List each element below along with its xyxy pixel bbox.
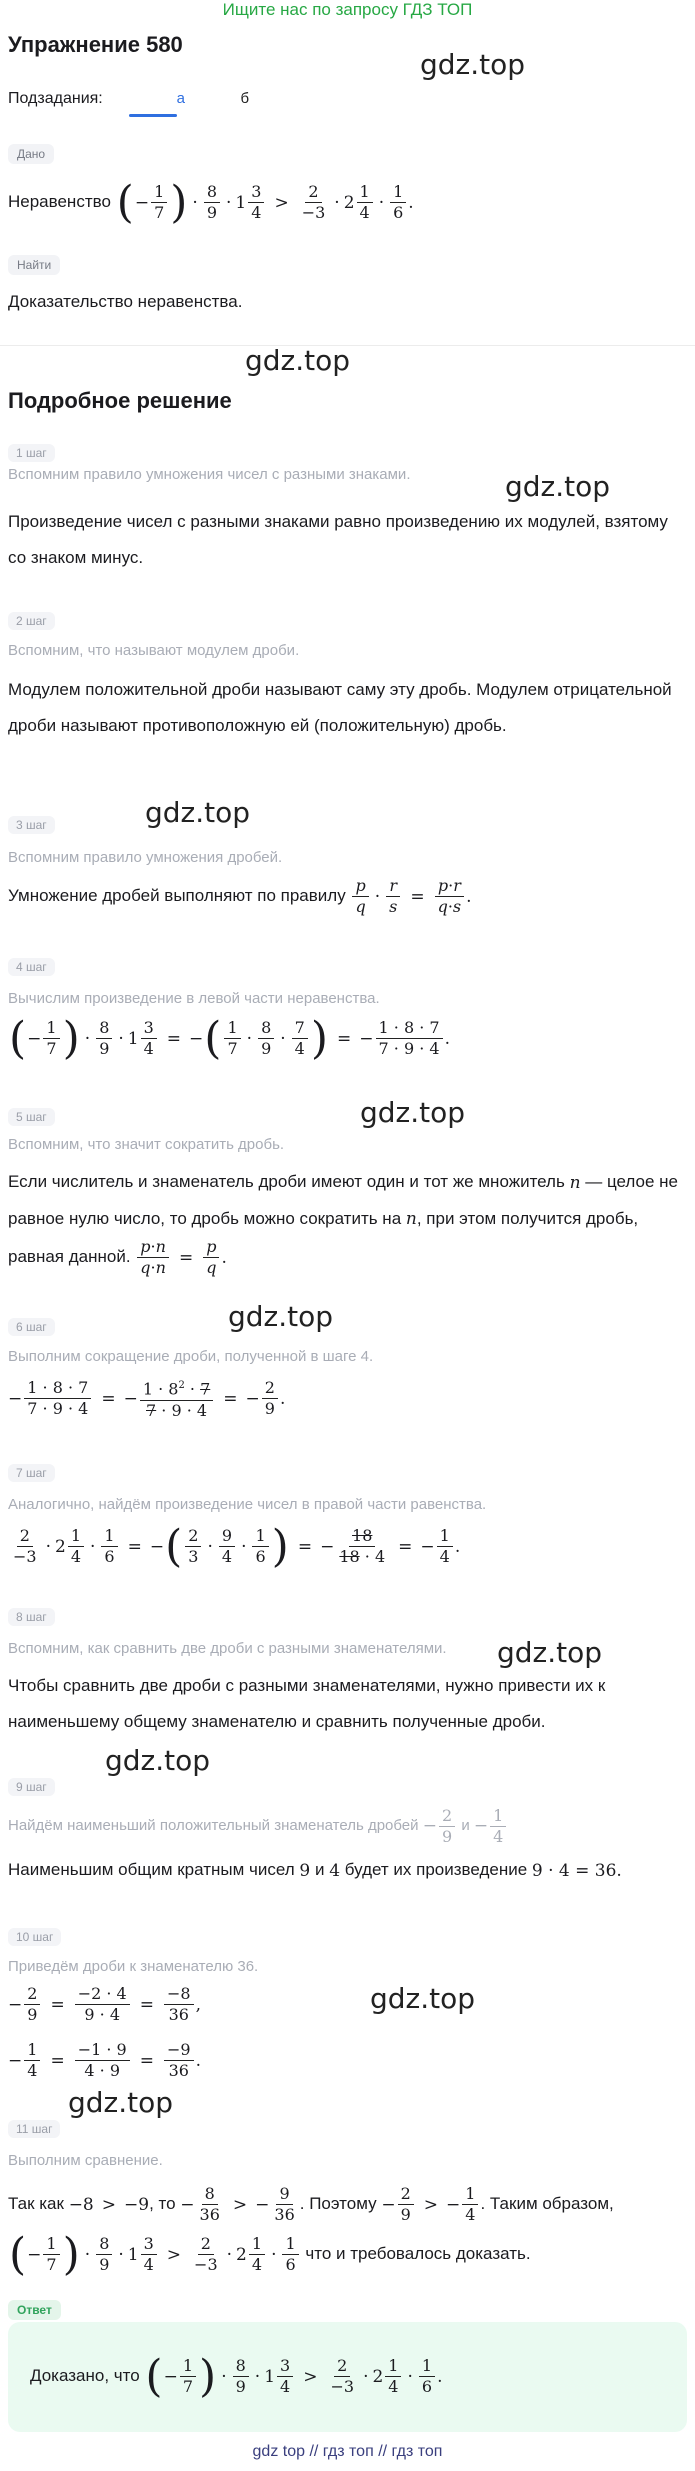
step-3-tag: 3 шаг bbox=[8, 816, 55, 834]
step-11-line-2: ( − $\frac{1}{7}$ ) · $\frac{8}{9}$ · 1 $\frac{3}{4}$ > $\frac{2}{-3}$ · 2 $\frac{1}{4}$ · $\frac{1}{6}$ что и требовалось доказать. bbox=[9, 2228, 531, 2280]
step-4-formula: ( − $\frac{1}{7}$ ) · $\frac{8}{9}$ · 1 $\frac{3}{4}$ = − ( $\frac{1}{7}$ · $\frac{8}{9}$ · $\frac{7}{4}$ ) = − $\frac{1 \cdot 8 \cdot 7}{7 \cdot 9 \cdot 4}$ . bbox=[9, 1012, 450, 1064]
step-11-line-1: Так как −8 > −9, то − $\frac{8}{36}$ > − $\frac{9}{36}$ . Поэтому − $\frac{2}{9}$ > − $\frac{1}{4}$ . Таким образом, bbox=[8, 2184, 614, 2225]
step-3-label: Умножение дробей выполняют по правилу bbox=[8, 886, 346, 905]
watermark: gdz.top bbox=[505, 470, 611, 503]
step-8-hint: Вспомним, как сравнить две дроби с разными знаменателями. bbox=[8, 1640, 447, 1657]
watermark: gdz.top bbox=[145, 796, 251, 829]
find-tag: Найти bbox=[8, 255, 60, 275]
step-3-hint: Вспомним правило умножения дробей. bbox=[8, 849, 283, 866]
step-7-hint: Аналогично, найдём произведение чисел в правой части равенства. bbox=[8, 1496, 487, 1513]
watermark: gdz.top bbox=[370, 1982, 476, 2015]
step-5-text: Если числитель и знаменатель дроби имеют один и тот же множитель n — целое не равное нулю число, то дробь можно сократить на n , при этом получится дробь, равная данной. $\frac{p\cdot n}{q\cdot n}$ = $\frac{p}{q}$ . bbox=[8, 1172, 679, 1278]
tab-b[interactable]: б bbox=[240, 90, 250, 107]
step-6-tag: 6 шаг bbox=[8, 1318, 55, 1336]
active-tab-indicator bbox=[129, 114, 177, 117]
watermark: gdz.top bbox=[228, 1300, 334, 1333]
subtasks-label: Подзадания: bbox=[8, 89, 103, 107]
watermark: gdz.top bbox=[105, 1744, 211, 1777]
step-8-tag: 8 шаг bbox=[8, 1608, 55, 1626]
step-10-formula-1: − $\frac{2}{9}$ = $\frac{-2 \cdot 4}{9 \cdot 4}$ = $\frac{-8}{36}$ , bbox=[8, 1984, 201, 2025]
step-10-tag: 10 шаг bbox=[8, 1928, 61, 1946]
step-5-tag: 5 шаг bbox=[8, 1108, 55, 1126]
step-8-text: Чтобы сравнить две дроби с разными знаменателями, нужно привести их к наименьшему общему знаменателю и сравнить полученные дроби. bbox=[8, 1676, 606, 1731]
solution-title: Подробное решение bbox=[8, 388, 232, 413]
watermark: gdz.top bbox=[245, 344, 351, 377]
step-7-tag: 7 шаг bbox=[8, 1464, 55, 1482]
step-1-text: Произведение чисел с разными знаками равно произведению их модулей, взятому со знаком минус. bbox=[8, 512, 668, 567]
step-9-hint: Найдём наименьший положительный знаменатель дробей − $\frac{2}{9}$ и − $\frac{1}{4}$ bbox=[8, 1804, 508, 1848]
step-6-hint: Выполним сокращение дроби, полученной в шаге 4. bbox=[8, 1348, 374, 1365]
bottom-banner[interactable]: gdz top // гдз топ // гдз топ bbox=[252, 2443, 443, 2460]
tab-a[interactable]: а bbox=[176, 90, 185, 107]
watermark: gdz.top bbox=[360, 1096, 466, 1129]
answer-box bbox=[8, 2322, 687, 2432]
step-10-formula-2: − $\frac{1}{4}$ = $\frac{-1 \cdot 9}{4 \cdot 9}$ = $\frac{-9}{36}$ . bbox=[8, 2040, 201, 2081]
top-banner[interactable]: Ищите нас по запросу ГДЗ ТОП bbox=[222, 0, 473, 19]
given-label: Неравенство bbox=[8, 192, 111, 211]
step-6-formula: − $\frac{1 \cdot 8 \cdot 7}{7 \cdot 9 \cdot 4}$ = − $\frac{1 \cdot 8^2 \cdot 7}{7 \cdot 9 \cdot 4}$ = − $\frac{2}{9}$ . bbox=[8, 1378, 286, 1420]
step-1-tag: 1 шаг bbox=[8, 444, 55, 462]
step-10-hint: Приведём дроби к знаменателю 36. bbox=[8, 1958, 259, 1975]
answer-text: Доказано, что ( − $\frac{1}{7}$ ) · $\frac{8}{9}$ · 1 $\frac{3}{4}$ > $\frac{2}{-3}$ · 2 $\frac{1}{4}$ · $\frac{1}{6}$ . bbox=[30, 2350, 443, 2402]
step-11-hint: Выполним сравнение. bbox=[8, 2152, 163, 2169]
step-9-text: Наименьшим общим кратным чисел 9 и 4 будет их произведение 9 · 4 = 36. bbox=[8, 1860, 622, 1881]
step-2-tag: 2 шаг bbox=[8, 612, 55, 630]
answer-tag: Ответ bbox=[8, 2300, 61, 2320]
step-1-hint: Вспомним правило умножения чисел с разными знаками. bbox=[8, 466, 411, 483]
watermark: gdz.top bbox=[420, 48, 526, 81]
step-9-tag: 9 шаг bbox=[8, 1778, 55, 1796]
step-3-text: Умножение дробей выполняют по правилу $\frac{p}{q}$ · $\frac{r}{s}$ = $\frac{p\cdot r}{q\cdot s}$ . bbox=[8, 876, 472, 917]
watermark: gdz.top bbox=[68, 2086, 174, 2119]
given-tag: Дано bbox=[8, 144, 54, 164]
step-4-tag: 4 шаг bbox=[8, 958, 55, 976]
step-7-formula: $\frac{2}{-3}$ · 2 $\frac{1}{4}$ · $\frac{1}{6}$ = − ( $\frac{2}{3}$ · $\frac{9}{4}$ · $\frac{1}{6}$ ) = − $\frac{18}{18 \cdot 4}$ = − $\frac{1}{4}$ . bbox=[13, 1520, 461, 1572]
given-inequality: Неравенство ( − $\frac{1}{7}$ ) · $\frac{8}{9}$ · 1 $\frac{3}{4}$ > $\frac{2}{-3}$ · 2 $\frac{1}{4}$ · $\frac{1}{6}$ . bbox=[8, 176, 414, 228]
find-text: Доказательство неравенства. bbox=[8, 292, 243, 311]
page-title: Упражнение 580 bbox=[8, 32, 183, 57]
subtasks-bar bbox=[8, 86, 267, 111]
step-2-hint: Вспомним, что называют модулем дроби. bbox=[8, 642, 300, 659]
watermark: gdz.top bbox=[497, 1636, 603, 1669]
step-11-tag: 11 шаг bbox=[8, 2120, 60, 2138]
step-5-hint: Вспомним, что значит сократить дробь. bbox=[8, 1136, 285, 1153]
step-2-text: Модулем положительной дроби называют саму эту дробь. Модулем отрицательной дроби называют противоположную ей (положительную) дробь. bbox=[8, 680, 672, 735]
step-4-hint: Вычислим произведение в левой части неравенства. bbox=[8, 990, 380, 1007]
